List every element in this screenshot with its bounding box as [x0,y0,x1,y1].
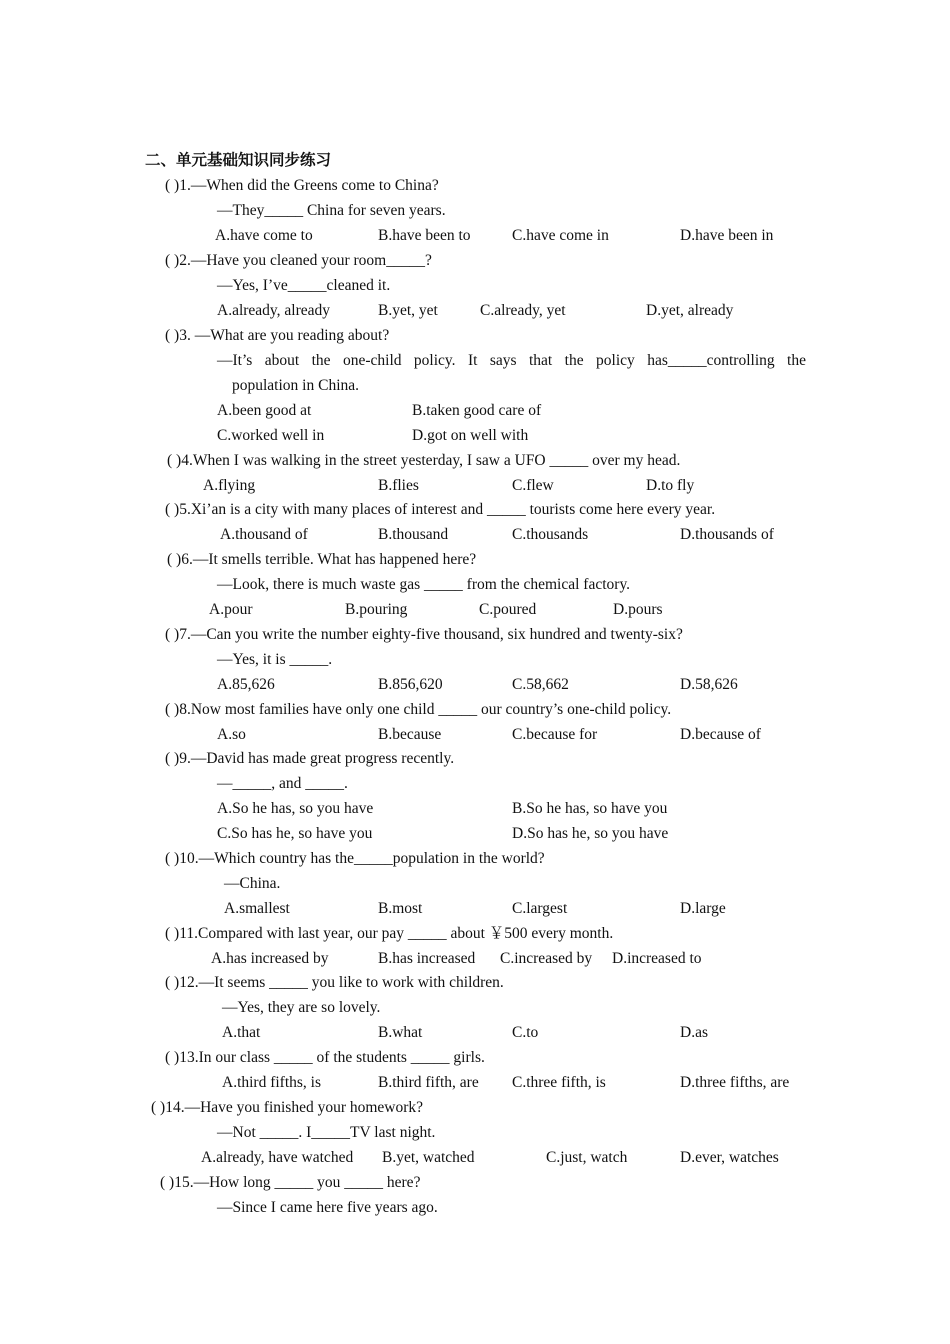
question-10-option-b: B.most [378,900,423,917]
question-3-option-c: C.worked well in [217,427,325,444]
question-4-option-c: C.flew [512,477,554,494]
question-7-option-d: D.58,626 [680,676,738,693]
question-11-option-a: A.has increased by [211,950,329,967]
question-15-answer: —Since I came here five years ago. [217,1199,438,1216]
question-11-option-d: D.increased to [612,950,702,967]
question-14-option-a: A.already, have watched [201,1149,354,1166]
question-14-answer: —Not _____. I_____TV last night. [217,1124,436,1141]
question-5-option-d: D.thousands of [680,526,774,543]
question-6-option-b: B.pouring [345,601,408,618]
question-12-answer: —Yes, they are so lovely. [222,999,381,1016]
question-11-option-c: C.increased by [500,950,593,967]
question-10-option-a: A.smallest [224,900,290,917]
question-11-stem: ( )11.Compared with last year, our pay _____ about ￥500 every month. [165,925,614,942]
question-6-stem: ( )6.—It smells terrible. What has happened here? [167,551,477,568]
question-7-stem: ( )7.—Can you write the number eighty-five thousand, six hundred and twenty-six? [165,626,683,643]
question-4-option-a: A.flying [203,477,256,494]
question-11-option-b: B.has increased [378,950,476,967]
question-12-option-b: B.what [378,1024,423,1041]
question-2-stem: ( )2.—Have you cleaned your room_____? [165,252,432,269]
question-4-stem: ( )4.When I was walking in the street yesterday, I saw a UFO _____ over my head. [167,452,681,469]
question-1-stem: ( )1.—When did the Greens come to China? [165,177,439,194]
question-3-option-b: B.taken good care of [412,402,542,419]
question-6-option-d: D.pours [613,601,663,618]
question-9-answer: —_____, and _____. [217,775,348,792]
question-8-option-d: D.because of [680,726,761,743]
question-2-option-c: C.already, yet [480,302,566,319]
question-3-stem: ( )3. —What are you reading about? [165,327,390,344]
question-15-stem: ( )15.—How long _____ you _____ here? [160,1174,421,1191]
question-2-answer: —Yes, I’ve_____cleaned it. [217,277,391,294]
question-14-option-b: B.yet, watched [382,1149,475,1166]
question-9-option-c: C.So has he, so have you [217,825,373,842]
question-3-answer: —It’s about the one-child policy. It says that the policy has_____controlling the [217,352,806,369]
question-13-option-b: B.third fifth, are [378,1074,479,1091]
question-5-option-a: A.thousand of [220,526,308,543]
question-8-option-b: B.because [378,726,442,743]
question-6-option-a: A.pour [209,601,253,618]
question-10-option-d: D.large [680,900,726,917]
question-1-option-a: A.have come to [215,227,313,244]
question-4-option-d: D.to fly [646,477,695,494]
question-9-stem: ( )9.—David has made great progress recently. [165,750,455,767]
question-9-option-d: D.So has he, so you have [512,825,669,842]
question-1-option-c: C.have come in [512,227,609,244]
question-1-option-b: B.have been to [378,227,471,244]
question-3-option-a: A.been good at [217,402,312,419]
question-3-answer-continued: population in China. [232,377,360,394]
question-7-option-a: A.85,626 [217,676,275,693]
question-12-option-d: D.as [680,1024,708,1041]
question-13-option-d: D.three fifths, are [680,1074,790,1091]
question-4-option-b: B.flies [378,477,419,494]
question-6-answer: —Look, there is much waste gas _____ from the chemical factory. [217,576,631,593]
question-7-option-c: C.58,662 [512,676,569,693]
question-13-option-c: C.three fifth, is [512,1074,606,1091]
question-14-option-c: C.just, watch [546,1149,628,1166]
question-2-option-a: A.already, already [217,302,331,319]
question-12-option-a: A.that [222,1024,261,1041]
question-13-option-a: A.third fifths, is [222,1074,322,1091]
question-14-option-d: D.ever, watches [680,1149,779,1166]
question-2-option-d: D.yet, already [646,302,734,319]
question-10-option-c: C.largest [512,900,568,917]
question-8-option-a: A.so [217,726,246,743]
question-8-stem: ( )8.Now most families have only one child _____ our country’s one-child policy. [165,701,672,718]
question-10-stem: ( )10.—Which country has the_____population in the world? [165,850,545,867]
question-8-option-c: C.because for [512,726,598,743]
question-6-option-c: C.poured [479,601,537,618]
question-5-option-b: B.thousand [378,526,449,543]
question-12-stem: ( )12.—It seems _____ you like to work with children. [165,974,504,991]
question-14-stem: ( )14.—Have you finished your homework? [151,1099,424,1116]
question-9-option-a: A.So he has, so you have [217,800,374,817]
question-9-option-b: B.So he has, so have you [512,800,668,817]
question-5-stem: ( )5.Xi’an is a city with many places of interest and _____ tourists come here every year. [165,501,716,518]
question-10-answer: —China. [224,875,281,892]
question-1-option-d: D.have been in [680,227,774,244]
question-7-answer: —Yes, it is _____. [217,651,333,668]
question-7-option-b: B.856,620 [378,676,443,693]
question-13-stem: ( )13.In our class _____ of the students _____ girls. [165,1049,485,1066]
section-title: 二、单元基础知识同步练习 [145,152,332,169]
question-5-option-c: C.thousands [512,526,589,543]
question-12-option-c: C.to [512,1024,539,1041]
question-3-option-d: D.got on well with [412,427,529,444]
question-1-answer: —They_____ China for seven years. [217,202,446,219]
question-2-option-b: B.yet, yet [378,302,438,319]
